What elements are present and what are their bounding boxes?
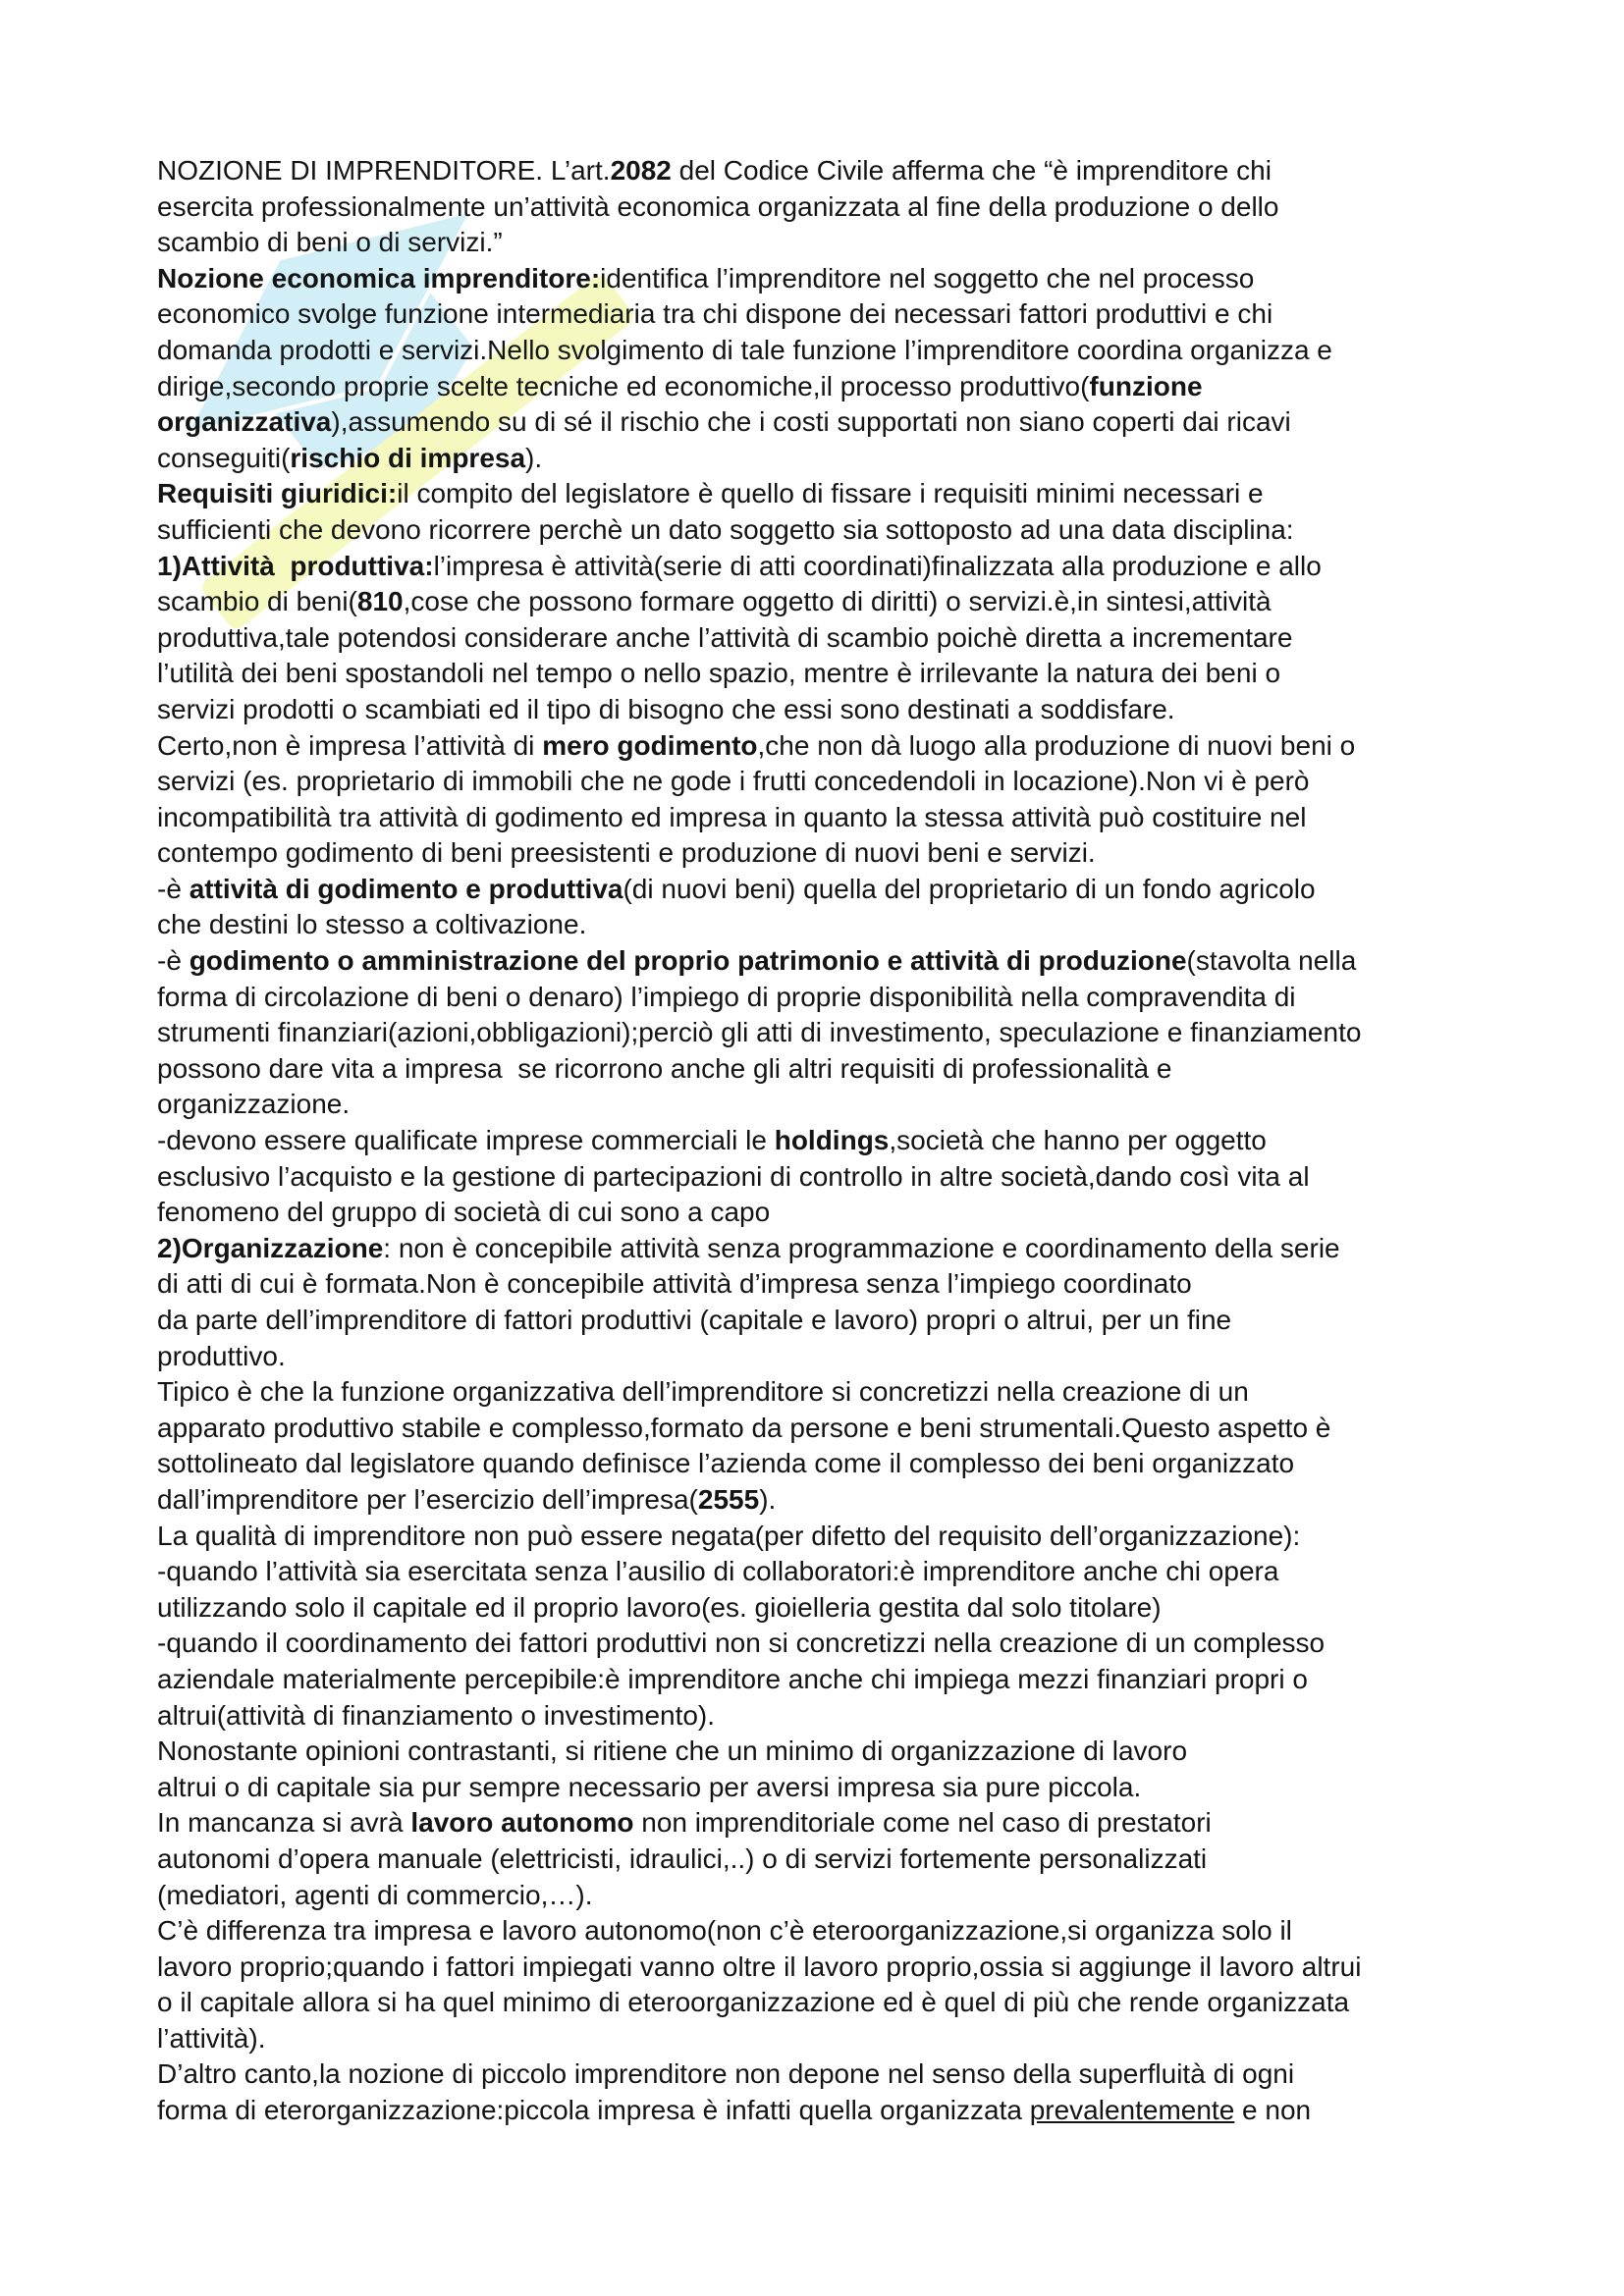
text-line (157, 1734, 1512, 1770)
text-line (157, 656, 1512, 692)
text-segment: e non (1234, 2095, 1312, 2126)
text-line (157, 1626, 1512, 1662)
text-line (157, 369, 1512, 405)
text-line (157, 728, 1512, 765)
text-line (157, 1374, 1512, 1411)
text-segment: strumenti finanziari(azioni,obbligazioni);perciò gli atti di investimento, speculazione e finanziamento (157, 1017, 1362, 1048)
text-segment: servizi (es. proprietario di immobili che ne gode i frutti concedendoli in locazione).Non vi è però (157, 766, 1310, 797)
text-segment: ,cose che possono formare oggetto di diritti) o servizi.è,in sintesi,attività (403, 586, 1272, 617)
document-body (157, 153, 1512, 2129)
text-segment: D’altro canto,la nozione di piccolo imprenditore non depone nel senso della superfluità di ogni (157, 2058, 1295, 2090)
text-segment: scambio di beni o di servizi.” (157, 227, 503, 258)
text-line (157, 1949, 1512, 1986)
text-segment: Tipico è che la funzione organizzativa dell’imprenditore si concretizzi nella creazione di un (157, 1376, 1249, 1408)
bold-text: mero godimento (542, 729, 758, 761)
text-line (157, 872, 1512, 908)
text-segment: esercita professionalmente un’attività economica organizzata al fine della produzione o dello (157, 190, 1279, 222)
text-segment: Nonostante opinioni contrastanti, si ritiene che un minimo di organizzazione di lavoro (157, 1735, 1188, 1767)
text-line (157, 404, 1512, 441)
text-segment: : non è concepibile attività senza programmazione e coordinamento della serie (383, 1232, 1340, 1263)
bold-text: holdings (774, 1125, 890, 1156)
text-segment: l’impresa è attività(serie di atti coordinati)finalizzata alla produzione e allo (433, 550, 1322, 581)
text-segment: -devono essere qualificate imprese commerciali le (157, 1125, 775, 1156)
text-segment: produttivo. (157, 1340, 286, 1371)
text-segment: dirige,secondo proprie scelte tecniche ed economiche,il processo produttivo( (157, 370, 1090, 401)
bold-text: rischio di impresa (290, 442, 526, 473)
text-segment: autonomi d’opera manuale (elettricisti, idraulici,..) o di servizi fortemente personalizzati (157, 1842, 1208, 1874)
text-segment: -è (157, 945, 189, 977)
text-segment: organizzazione. (157, 1089, 351, 1120)
text-segment: l’attività). (157, 2022, 266, 2054)
text-segment: identifica l’imprenditore nel soggetto che nel processo (600, 262, 1255, 294)
text-segment: ). (759, 1483, 777, 1515)
text-segment: economico svolge funzione intermediaria tra chi dispone dei necessari fattori produttivi e chi (157, 298, 1273, 330)
text-segment: di atti di cui è formata.Non è concepibile attività d’impresa senza l’impiego coordinato (157, 1268, 1192, 1300)
text-segment: In mancanza si avrà (157, 1807, 411, 1839)
text-line (157, 1913, 1512, 1949)
text-segment: forma di eterorganizzazione:piccola impresa è infatti quella organizzata (157, 2095, 1030, 2126)
text-segment: contempo godimento di beni preesistenti e produzione di nuovi beni e servizi. (157, 837, 1096, 869)
text-segment: esclusivo l’acquisto e la gestione di partecipazioni di controllo in altre società,dando così vita al (157, 1160, 1310, 1192)
text-line (157, 1482, 1512, 1519)
text-line (157, 1015, 1512, 1051)
text-line (157, 764, 1512, 800)
text-line (157, 1878, 1512, 1914)
text-line (157, 2056, 1512, 2093)
bold-text: 1)Attività produttiva: (157, 550, 434, 581)
text-segment: conseguiti( (157, 442, 291, 473)
text-line (157, 261, 1512, 297)
text-segment: da parte dell’imprenditore di fattori produttivi (capitale e lavoro) propri o altrui, per un fine (157, 1305, 1232, 1335)
text-line (157, 441, 1512, 477)
text-segment: o il capitale allora si ha quel minimo di eteroorganizzazione ed è quel di più che rende organizzata (157, 1987, 1350, 2018)
text-segment: La qualità di imprenditore non può essere negata(per difetto del requisito dell’organizzazione): (157, 1520, 1301, 1551)
text-segment: il compito del legislatore è quello di fissare i requisiti minimi necessari e (397, 478, 1264, 509)
text-line (157, 907, 1512, 943)
text-line (157, 1554, 1512, 1590)
text-segment: non imprenditoriale come nel caso di prestatori (633, 1807, 1212, 1839)
text-line (157, 1590, 1512, 1627)
bold-text: Requisiti giuridici: (157, 478, 398, 509)
text-segment: (stavolta nella (1186, 945, 1357, 977)
text-segment: possono dare vita a impresa se ricorrono anche gli altri requisiti di professionalità e (157, 1052, 1172, 1084)
text-line (157, 1051, 1512, 1088)
text-line (157, 1662, 1512, 1698)
text-line (157, 153, 1512, 189)
bold-text: 2555 (697, 1483, 760, 1515)
text-segment: dall’imprenditore per l’esercizio dell’impresa( (157, 1483, 698, 1515)
bold-text: 810 (356, 586, 404, 617)
text-line (157, 189, 1512, 226)
text-segment: ,società che hanno per oggetto (889, 1125, 1267, 1156)
text-segment: ,che non dà luogo alla produzione di nuovi beni o (757, 729, 1356, 761)
bold-text: 2082 (610, 155, 672, 186)
text-line (157, 1339, 1512, 1375)
bold-text: 2)Organizzazione (157, 1232, 384, 1263)
text-line (157, 1266, 1512, 1303)
text-segment: aziendale materialmente percepibile:è imprenditore anche chi impiega mezzi finanziari propri o (157, 1663, 1308, 1694)
text-line (157, 1842, 1512, 1878)
bold-text: godimento o amministrazione del proprio patrimonio e attività di produzione (189, 945, 1187, 977)
text-segment: Certo,non è impresa l’attività di (157, 729, 543, 761)
text-segment: ). (525, 442, 543, 473)
text-line (157, 980, 1512, 1016)
text-segment: scambio di beni( (157, 586, 357, 617)
text-line (157, 476, 1512, 512)
text-segment: -è (157, 873, 189, 904)
text-line (157, 1985, 1512, 2021)
text-line (157, 1087, 1512, 1123)
text-line (157, 800, 1512, 836)
text-segment: C’è differenza tra impresa e lavoro autonomo(non c’è eteroorganizzazione,si organizza solo il (157, 1915, 1292, 1947)
text-segment: sottolineato dal legislatore quando definisce l’azienda come il complesso dei beni organizzato (157, 1448, 1295, 1479)
text-line (157, 1123, 1512, 1159)
text-segment: forma di circolazione di beni o denaro) l’impiego di proprie disponibilità nella compravendita di (157, 981, 1296, 1012)
text-line (157, 1519, 1512, 1555)
text-line (157, 620, 1512, 657)
text-line (157, 296, 1512, 333)
text-segment: servizi prodotti o scambiati ed il tipo di bisogno che essi sono destinati a soddisfare. (157, 693, 1175, 724)
text-segment: che destini lo stesso a coltivazione. (157, 909, 587, 940)
text-line (157, 225, 1512, 261)
text-line (157, 512, 1512, 549)
bold-text: lavoro autonomo (410, 1807, 634, 1839)
text-line (157, 549, 1512, 585)
text-line (157, 2021, 1512, 2057)
text-segment: altrui(attività di finanziamento o investimento). (157, 1699, 716, 1731)
text-segment: NOZIONE DI IMPRENDITORE. L’art. (157, 155, 611, 186)
text-line (157, 1446, 1512, 1482)
text-segment: altrui o di capitale sia pur sempre necessario per aversi impresa sia pure piccola. (157, 1771, 1142, 1802)
text-segment: sufficienti che devono ricorrere perchè un dato soggetto sia sottoposto ad una data disciplina: (157, 513, 1294, 545)
text-line (157, 692, 1512, 728)
text-segment: l’utilità dei beni spostandoli nel tempo o nello spazio, mentre è irrilevante la natura dei beni o (157, 658, 1281, 689)
bold-text: attività di godimento e produttiva (189, 873, 623, 904)
bold-text: funzione (1089, 370, 1203, 401)
text-segment: -quando il coordinamento dei fattori produttivi non si concretizzi nella creazione di un complesso (157, 1628, 1326, 1659)
text-segment: del Codice Civile afferma che “è imprenditore chi (671, 155, 1272, 186)
text-segment: fenomeno del gruppo di società di cui sono a capo (157, 1197, 771, 1228)
text-line (157, 2093, 1512, 2129)
text-line (157, 943, 1512, 980)
text-segment: -quando l’attività sia esercitata senza l’ausilio di collaboratori:è imprenditore anche chi opera (157, 1556, 1279, 1587)
text-line (157, 1195, 1512, 1231)
text-line (157, 333, 1512, 369)
text-line (157, 1770, 1512, 1806)
text-segment: incompatibilità tra attività di godimento ed impresa in quanto la stessa attività può costituire nel (157, 801, 1307, 832)
text-segment: produttiva,tale potendosi considerare anche l’attività di scambio poichè diretta a incrementare (157, 621, 1293, 653)
text-line (157, 1411, 1512, 1447)
text-line (157, 1698, 1512, 1735)
text-segment: lavoro proprio;quando i fattori impiegati vanno oltre il lavoro proprio,ossia si aggiunge il lavoro altrui (157, 1950, 1362, 1982)
bold-text: organizzativa (157, 406, 332, 438)
bold-text: Nozione economica imprenditore: (157, 262, 601, 294)
text-line (157, 835, 1512, 872)
text-line (157, 1805, 1512, 1842)
text-line (157, 1231, 1512, 1267)
text-segment: domanda prodotti e servizi.Nello svolgimento di tale funzione l’imprenditore coordina organizza e (157, 334, 1332, 365)
underlined-text: prevalentemente (1029, 2095, 1235, 2126)
text-line (157, 1159, 1512, 1196)
text-segment: utilizzando solo il capitale ed il proprio lavoro(es. gioielleria gestita dal solo titolare) (157, 1591, 1162, 1623)
text-line (157, 1303, 1512, 1339)
text-segment: ),assumendo su di sé il rischio che i costi supportati non siano coperti dai ricavi (331, 406, 1291, 438)
text-segment: apparato produttivo stabile e complesso,formato da persone e beni strumentali.Questo aspetto è (157, 1412, 1331, 1443)
text-segment: (mediatori, agenti di commercio,…). (157, 1879, 593, 1910)
text-line (157, 584, 1512, 620)
text-segment: (di nuovi beni) quella del proprietario di un fondo agricolo (623, 873, 1316, 904)
